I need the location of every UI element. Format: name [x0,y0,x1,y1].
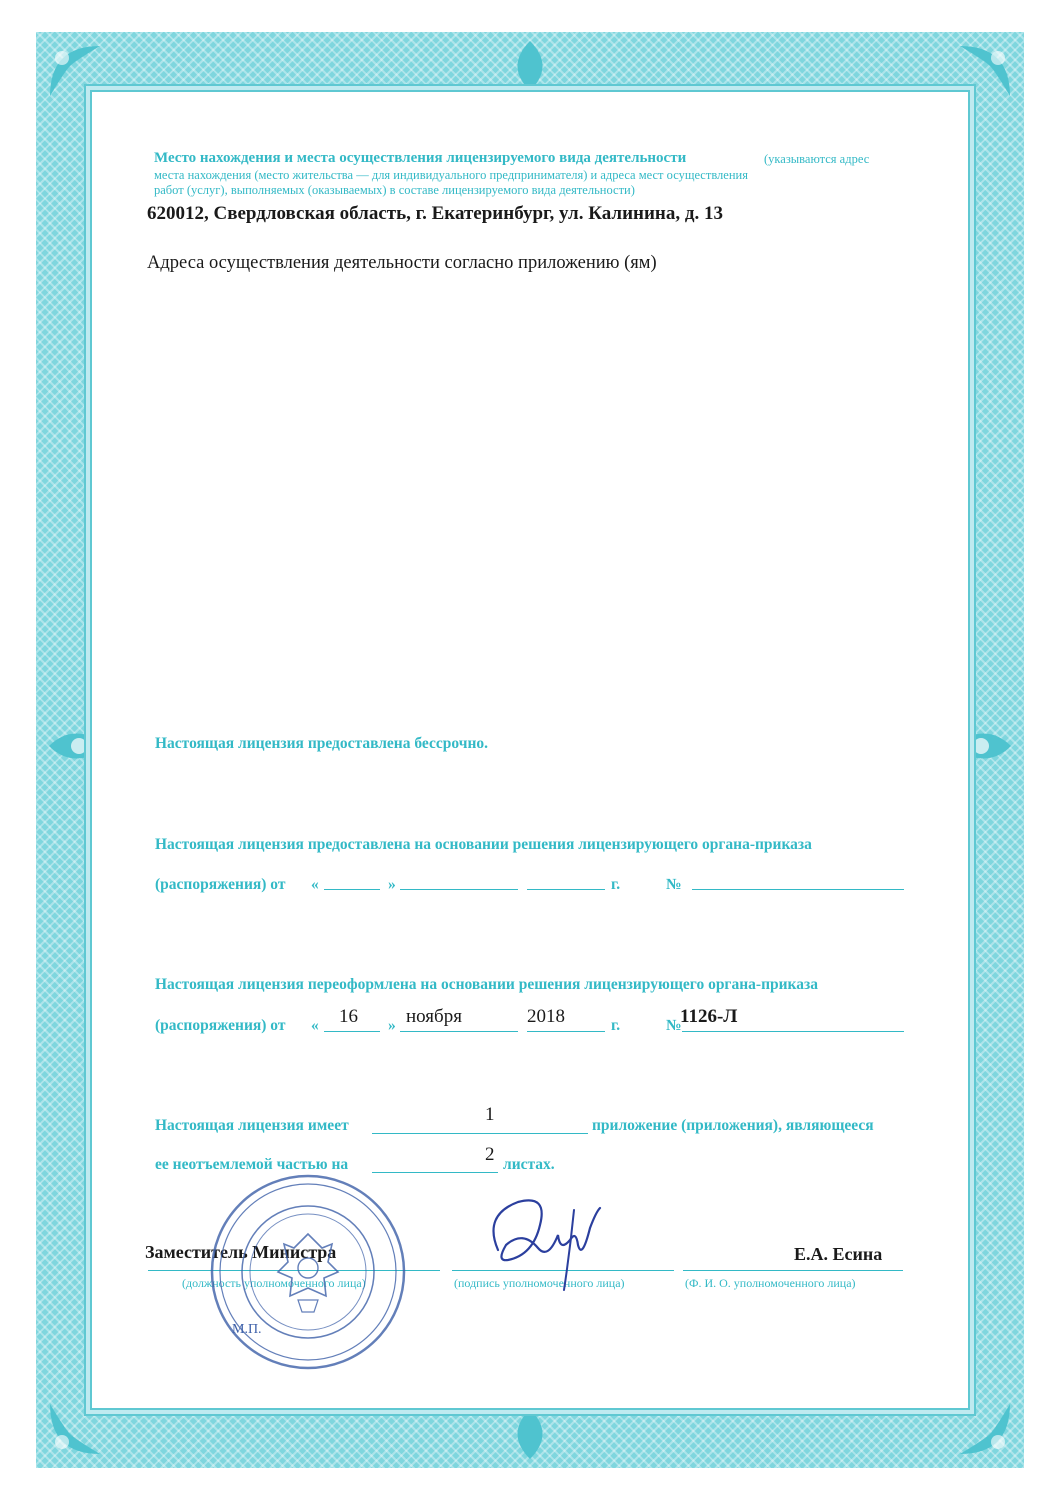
license-term: Настоящая лицензия предоставлена бессрочно. [155,735,489,752]
top-ornament-icon [495,36,565,96]
header-title: Место нахождения и места осуществления лицензируемого вида деятельности [154,150,687,166]
reissued-open-quote: « [311,1017,319,1034]
main-address: 620012, Свердловская область, г. Екатеринбург, ул. Калинина, д. 13 [147,203,723,224]
appendix-line1-suffix: приложение (приложения), являющееся [592,1117,874,1134]
name-field [683,1270,903,1271]
signer-name: Е.А. Есина [794,1244,883,1264]
reissued-month: ноября [406,1006,462,1027]
reissued-day-field [324,1031,380,1032]
header-note: места нахождения (место жительства — для индивидуального предпринимателя) и адреса мест осуществления [154,168,748,182]
granted-month-field [400,889,518,890]
reissued-year: 2018 [527,1006,565,1027]
reissued-number-sign: № [666,1017,682,1034]
appendix-count: 1 [485,1104,495,1125]
appendix-count-field [372,1133,588,1134]
appendix-line2-suffix: листах. [503,1156,555,1173]
header-note: (указываются адрес [764,152,870,166]
appendix-sheets: 2 [485,1144,495,1165]
reissued-day: 16 [339,1006,358,1027]
granted-open-quote: « [311,876,319,893]
granted-row-prefix: (распоряжения) от [155,876,286,893]
name-caption: (Ф. И. О. уполномоченного лица) [685,1276,856,1290]
official-stamp-icon [208,1172,408,1372]
reissued-row-prefix: (распоряжения) от [155,1017,286,1034]
header-note: работ (услуг), выполняемых (оказываемых) в составе лицензируемого вида деятельности) [154,183,635,197]
granted-close-quote: » [388,876,396,893]
reissued-text: Настоящая лицензия переоформлена на основании решения лицензирующего органа-приказа [155,976,818,993]
reissued-number: 1126-Л [680,1006,738,1027]
bottom-ornament-icon [495,1404,565,1464]
appendix-line2-prefix: ее неотъемлемой частью на [155,1156,349,1173]
reissued-close-quote: » [388,1017,396,1034]
appendix-line1-prefix: Настоящая лицензия имеет [155,1117,349,1134]
granted-year-field [527,889,605,890]
granted-text: Настоящая лицензия предоставлена на основании решения лицензирующего органа-приказа [155,836,812,853]
reissued-month-field [400,1031,518,1032]
reissued-year-field [527,1031,605,1032]
granted-year-suffix: г. [611,876,621,893]
granted-day-field [324,889,380,890]
granted-number-sign: № [666,876,682,893]
granted-number-field [692,889,904,890]
handwritten-signature-icon [478,1190,608,1300]
signer-position: Заместитель Министра [145,1242,337,1262]
signature-caption: (подпись уполномоченного лица) [454,1276,625,1290]
position-caption: (должность уполномоченного лица) [182,1276,366,1290]
reissued-number-field [682,1031,904,1032]
addresses-note: Адреса осуществления деятельности согласно приложению (ям) [147,253,657,273]
stamp-place-mark: М.П. [232,1322,262,1337]
reissued-year-suffix: г. [611,1017,621,1034]
